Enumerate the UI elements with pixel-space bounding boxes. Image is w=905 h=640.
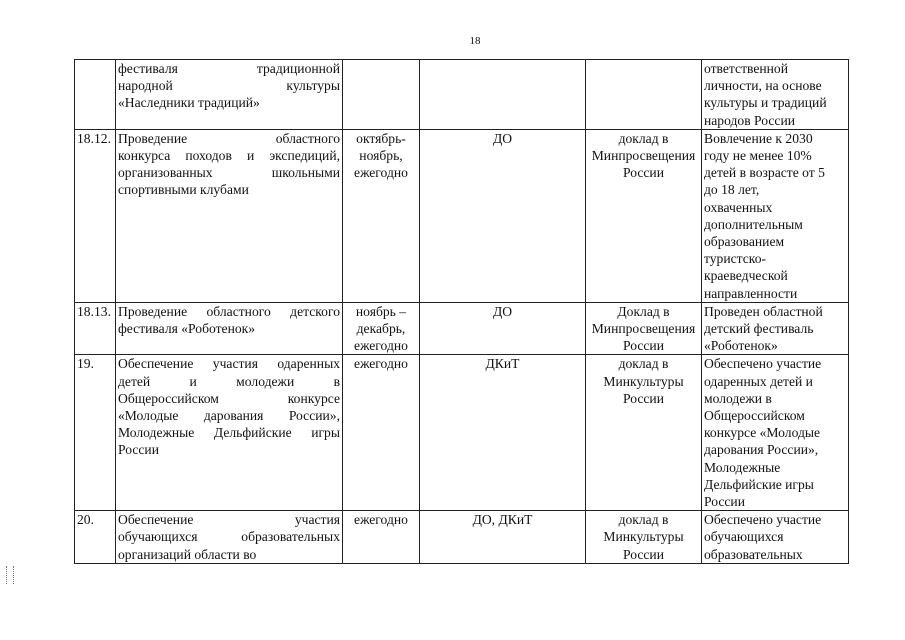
event-title-line: «Молодые дарования России», xyxy=(118,408,340,424)
binding-margin-mark xyxy=(6,566,14,584)
event-date-line: ежегодно xyxy=(354,512,408,528)
event-date-line: ежегодно xyxy=(354,356,408,372)
event-title-line: детей и молодежи в xyxy=(118,373,340,389)
expected-result-cell xyxy=(702,511,849,564)
expected-result-line: Молодежные xyxy=(704,459,781,475)
event-title-cell xyxy=(116,129,343,302)
event-title-line: фестиваля «Роботенок» xyxy=(118,321,256,337)
expected-result-line: дополнительным xyxy=(704,216,803,232)
expected-result-cell xyxy=(702,355,849,511)
event-title-line: обучающихся образовательных xyxy=(118,529,340,545)
responsible-text: ДО xyxy=(492,130,513,146)
expected-result-line: одаренных детей и xyxy=(704,373,813,389)
report-document-line: доклад в xyxy=(618,356,669,372)
event-title-cell xyxy=(116,60,343,130)
expected-result-line: Дельфийские игры xyxy=(704,476,814,492)
report-document-line: России xyxy=(623,546,664,562)
expected-result-line: конкурсе «Молодые xyxy=(704,425,821,441)
expected-result-line: обучающихся xyxy=(704,529,784,545)
expected-result-line: личности, на основе xyxy=(704,78,822,94)
event-title-line: Обеспечение участия одаренных xyxy=(118,356,340,372)
event-title-line: спортивными клубами xyxy=(118,182,249,198)
row-number-cell xyxy=(75,302,116,355)
events-table xyxy=(74,59,849,564)
expected-result-line: образовательных xyxy=(704,546,803,562)
row-number: 18.12. xyxy=(77,130,111,146)
event-title-cell xyxy=(116,302,343,355)
table-row xyxy=(75,60,849,130)
expected-result-line: России xyxy=(704,494,745,510)
report-document-line: доклад в xyxy=(618,130,669,146)
expected-result-line: образованием xyxy=(704,234,785,250)
report-document-cell xyxy=(586,302,702,355)
expected-result-line: Общероссийском xyxy=(704,408,805,424)
page-number: 18 xyxy=(469,35,481,47)
expected-result-line: направленности xyxy=(704,285,798,301)
event-date-line: ежегодно xyxy=(354,165,408,181)
expected-result-line: молодежи в xyxy=(704,390,772,406)
event-date-line: декабрь, xyxy=(356,321,406,337)
event-title-line: организаций области во xyxy=(118,546,257,562)
report-document-cell xyxy=(586,60,702,130)
expected-result-line: охваченных xyxy=(704,199,773,215)
expected-result-line: детский фестиваль xyxy=(704,321,814,337)
responsible-text: ДО xyxy=(492,303,513,319)
report-document-line: Минкультуры xyxy=(603,529,684,545)
responsible-cell xyxy=(420,302,586,355)
event-title-line: Проведение областного xyxy=(118,130,340,146)
event-title-line: Молодежные Дельфийские игры xyxy=(118,425,340,441)
event-title-line: конкурса походов и экспедиций, xyxy=(118,148,340,164)
row-number: 18.13. xyxy=(77,303,111,319)
event-title-line: Проведение областного детского xyxy=(118,303,340,319)
report-document-line: Минпросвещения xyxy=(591,148,696,164)
row-number: 19. xyxy=(77,356,94,372)
table-row xyxy=(75,355,849,511)
expected-result-line: детей в возрасте от 5 xyxy=(704,165,825,181)
responsible-cell xyxy=(420,60,586,130)
event-date-line: ноябрь, xyxy=(359,148,403,164)
expected-result-line: Вовлечение к 2030 xyxy=(704,130,813,146)
event-title-line: фестиваля традиционной xyxy=(118,61,340,76)
responsible-cell xyxy=(420,355,586,511)
table-row xyxy=(75,511,849,564)
event-title-line: «Наследники традиций» xyxy=(118,95,260,111)
event-title-cell xyxy=(116,355,343,511)
report-document-line: Минпросвещения xyxy=(591,321,696,337)
expected-result-line: Проведен областной xyxy=(704,303,823,319)
expected-result-line: краеведческой xyxy=(704,268,788,284)
expected-result-cell xyxy=(702,302,849,355)
expected-result-cell xyxy=(702,60,849,130)
event-date-line: ежегодно xyxy=(354,338,408,354)
report-document-cell xyxy=(586,511,702,564)
row-number-cell xyxy=(75,355,116,511)
table-row xyxy=(75,129,849,302)
expected-result-line: народов России xyxy=(704,112,796,128)
table-row xyxy=(75,302,849,355)
responsible-cell xyxy=(420,129,586,302)
responsible-cell xyxy=(420,511,586,564)
report-document-line: России xyxy=(623,165,664,181)
expected-result-line: дарования России», xyxy=(704,442,819,458)
event-title-cell xyxy=(116,511,343,564)
expected-result-line: ответственной xyxy=(704,61,789,76)
event-title-line: Общероссийском конкурсе xyxy=(118,390,340,406)
event-date-cell xyxy=(343,129,420,302)
event-date-cell xyxy=(343,302,420,355)
expected-result-line: Обеспечено участие xyxy=(704,356,822,372)
responsible-text: ДКиТ xyxy=(485,356,520,372)
row-number-cell xyxy=(75,60,116,130)
event-date-cell xyxy=(343,355,420,511)
row-number-cell xyxy=(75,511,116,564)
events-table-body xyxy=(75,60,849,564)
expected-result-line: туристско- xyxy=(704,251,767,267)
expected-result-line: культуры и традиций xyxy=(704,95,827,111)
event-date-line: октябрь- xyxy=(356,130,406,146)
event-date-line: ноябрь – xyxy=(355,303,407,319)
event-title-line: России xyxy=(118,442,159,458)
report-document-line: Минкультуры xyxy=(603,373,684,389)
row-number-cell xyxy=(75,129,116,302)
expected-result-cell xyxy=(702,129,849,302)
expected-result-line: году не менее 10% xyxy=(704,148,812,164)
event-date-cell xyxy=(343,511,420,564)
row-number: 20. xyxy=(77,512,94,528)
expected-result-line: Обеспечено участие xyxy=(704,512,822,528)
responsible-text: ДО, ДКиТ xyxy=(472,512,533,528)
expected-result-line: до 18 лет, xyxy=(704,182,760,198)
report-document-cell xyxy=(586,129,702,302)
report-document-cell xyxy=(586,355,702,511)
report-document-line: России xyxy=(623,338,664,354)
report-document-line: Доклад в xyxy=(617,303,670,319)
expected-result-line: «Роботенок» xyxy=(704,338,778,354)
report-document-line: России xyxy=(623,390,664,406)
event-title-line: Обеспечение участия xyxy=(118,512,340,528)
event-title-line: организованных школьными xyxy=(118,165,340,181)
event-title-line: народной культуры xyxy=(118,78,340,94)
report-document-line: доклад в xyxy=(618,512,669,528)
event-date-cell xyxy=(343,60,420,130)
